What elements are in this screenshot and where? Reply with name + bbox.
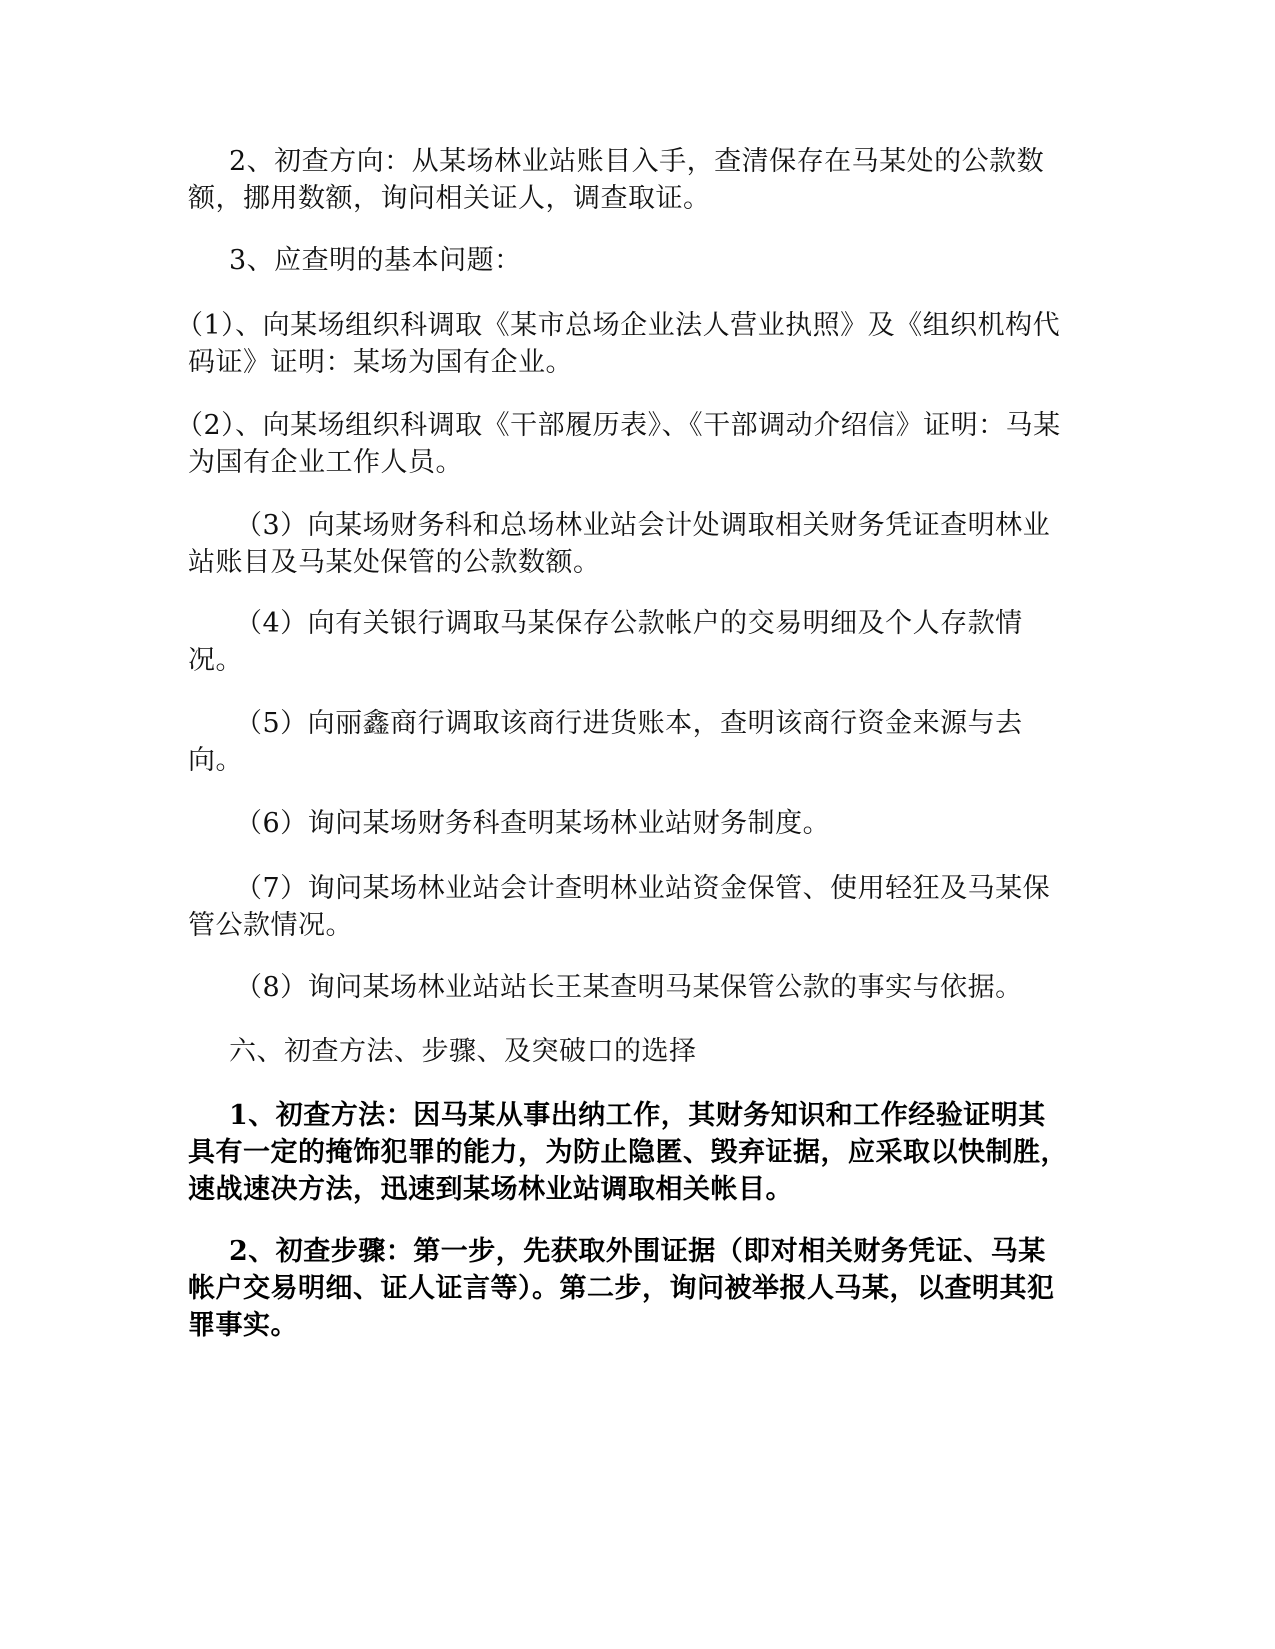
paragraph-initial-direction: 2、初查方向：从某场林业站账目入手，查清保存在马某处的公款数额，挪用数额，询问相关证人，调查取证。 (188, 146, 1045, 214)
paragraph-item-7: （7）询问某场林业站会计查明林业站资金保管、使用轻狂及马某保管公款情况。 (188, 873, 1051, 941)
paragraph-basic-questions-heading: 3、应查明的基本问题： (229, 245, 522, 276)
paragraph-item-2: （2）、向某场组织科调取《干部履历表》、《干部调动介绍信》证明：马某为国有企业工作人员。 (176, 410, 1061, 478)
paragraph-item-5: （5）向丽鑫商行调取该商行进货账本，查明该商行资金来源与去向。 (188, 708, 1023, 776)
paragraph-initial-method: 1、初查方法：因马某从事出纳工作，其财务知识和工作经验证明其具有一定的掩饰犯罪的能力，为防止隐匿、毁弃证据，应采取以快制胜，速战速决方法，迅速到某场林业站调取相关帐目。 (188, 1100, 1068, 1205)
paragraph-item-3: （3）向某场财务科和总场林业站会计处调取相关财务凭证查明林业站账目及马某处保管的公款数额。 (188, 510, 1051, 578)
paragraph-item-8: （8）询问某场林业站站长王某查明马某保管公款的事实与依据。 (235, 972, 1023, 1003)
paragraph-item-1: （1）、向某场组织科调取《某市总场企业法人营业执照》及《组织机构代码证》证明：某场为国有企业。 (176, 310, 1061, 378)
section-heading-six: 六、初查方法、步骤、及突破口的选择 (229, 1036, 697, 1067)
paragraph-initial-steps: 2、初查步骤：第一步，先获取外围证据（即对相关财务凭证、马某帐户交易明细、证人证言等）。第二步，询问被举报人马某，以查明其犯罪事实。 (188, 1236, 1055, 1341)
paragraph-item-4: （4）向有关银行调取马某保存公款帐户的交易明细及个人存款情况。 (188, 608, 1023, 676)
paragraph-item-6: （6）询问某场财务科查明某场林业站财务制度。 (235, 808, 831, 839)
